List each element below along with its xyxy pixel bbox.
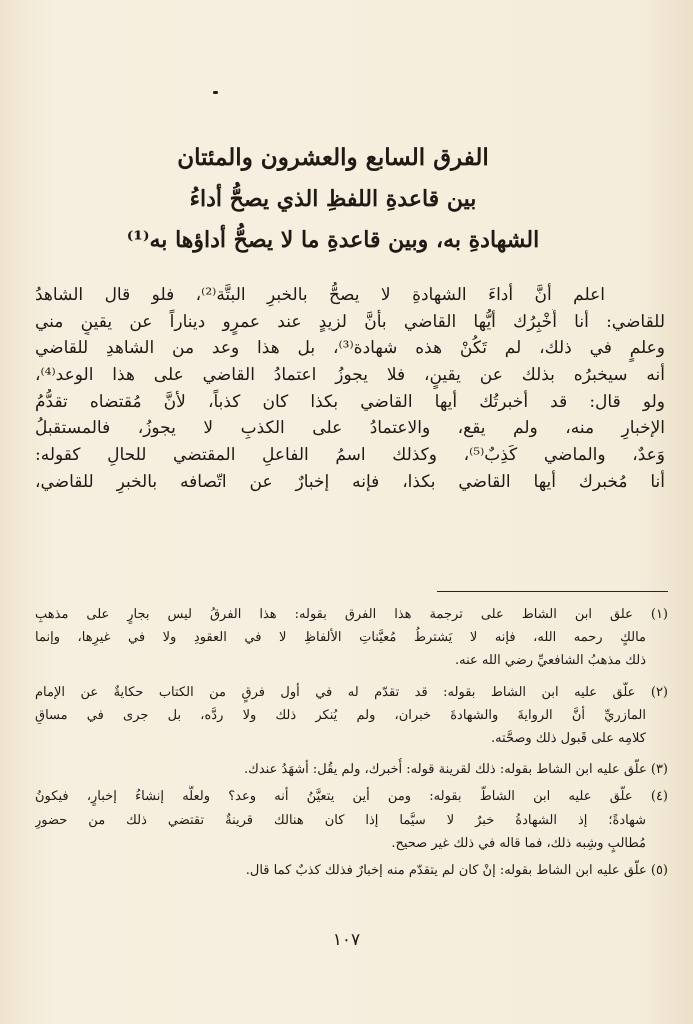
footnote-3 bbox=[35, 758, 668, 781]
chapter-subtitle-line-1: بين قاعدةِ اللفظِ الذي يصحُّ أداءُ bbox=[189, 186, 477, 212]
body-line: اعلم أنَّ أداءَ الشهادةِ لا يصحُّ بالخبرِ البتَّة⁽²⁾، فلو قال الشاهدُ bbox=[35, 285, 605, 305]
footnote-line: مُطالبٍ وشِبه ذلك، فما قاله في ذلك غير صحيح. bbox=[391, 835, 646, 851]
footnote-line: (٢) علّق عليه ابن الشاط بقوله: قد تقدّم له في أول فرقٍ من الكتاب حكايةٌ عن الإمام bbox=[35, 684, 668, 700]
footnotes bbox=[35, 603, 668, 882]
footnote-line: شهادةً؛ إذ الشهادةُ خبرٌ لا سيَّما إذا كان هنالك قرينةٌ تقتضي ذلك من حضورِ bbox=[35, 812, 646, 828]
footnote-line: (٤) علّق عليه ابن الشاطّ بقوله: ومن أين يتعيَّنُ أنه وعد؟ ولعلَّه إنشاءُ إخبارٍ، فيكونُ bbox=[35, 789, 668, 805]
footnote-line: (٥) علّق عليه ابن الشاط بقوله: إنْ كان لم يتقدّم منه إخبارٌ فذلك كذبٌ كما قال. bbox=[245, 862, 668, 878]
body-line: الإخبارِ منه، ولم يقع، والاعتمادُ على الكذبِ لا يجوزُ، فالمستقبلُ bbox=[35, 418, 665, 439]
footnote-line: (٣) علّق عليه ابن الشاط بقوله: ذلك لقرينة قوله: أُخبرك، ولم يقُل: أشهَدُ عندك. bbox=[243, 762, 668, 778]
body-line: ولو قال: قد أخبرتُك أيها القاضي بكذا كان كذباً، لأنَّ مُقتضاه تقدُّمُ bbox=[35, 391, 665, 412]
footnote-4 bbox=[35, 785, 668, 855]
footnote-line: مالكٍ رحمه الله، فإنه لا يَشترطُ مُعيَّناتِ الألفاظِ لا في العقودِ ولا في غيرِها، وإنما bbox=[35, 630, 646, 646]
footnote-line: كلامِه على قَبول ذلك وصحَّته. bbox=[490, 730, 646, 746]
footnote-separator bbox=[437, 591, 668, 592]
body-text bbox=[35, 282, 665, 496]
ink-mark bbox=[213, 91, 218, 94]
chapter-title: الفرق السابع والعشرون والمئتان bbox=[177, 144, 489, 171]
footnote-line: (١) علق ابن الشاط على ترجمة هذا الفرق بقوله: هذا الفرقُ ليس بجارٍ على مذهبِ bbox=[35, 607, 668, 622]
footnote-line: ذلك مذهبُ الشافعيِّ رضي الله عنه. bbox=[454, 653, 646, 669]
body-line: وَعدٌ، والماضي كَذِبٌ⁽⁵⁾، وكذلك اسمُ الفاعلِ المقتضي للحالِ كقوله: bbox=[35, 445, 665, 466]
body-line: أنا مُخبرك أيها القاضي بكذا، فإنه إخبارٌ عن اتّصافه بالخبرِ للقاضي، bbox=[35, 471, 665, 492]
body-line: وعلمٍ في ذلك، لم تَكُنْ هذه شهادة⁽³⁾، بل هذا وعد من الشاهدِ للقاضي bbox=[35, 338, 665, 359]
page-number: ١٠٧ bbox=[332, 930, 361, 950]
footnote-5 bbox=[35, 859, 668, 882]
body-line: للقاضي: أنا أُخْبِرُك أيُّها القاضي بأنَّ لزيدٍ عند عمرٍو ديناراً عن يقينٍ مني bbox=[35, 311, 665, 332]
footnote-line: المازريِّ أنَّ الروايةَ والشهادةَ خبران، ولم يُنكر ذلك ولا ردَّه، بل جرى في مساقِ bbox=[35, 707, 646, 723]
body-line: أنه سيخبرُه بذلك عن يقينٍ، فلا يجوزُ اعتمادُ القاضي على هذا الوعد⁽⁴⁾، bbox=[35, 365, 665, 386]
footnote-1 bbox=[35, 603, 668, 673]
chapter-subtitle-line-2: الشهادةِ به، وبين قاعدةِ ما لا يصحُّ أداؤها به⁽¹⁾ bbox=[126, 227, 540, 253]
footnote-2 bbox=[35, 681, 668, 751]
